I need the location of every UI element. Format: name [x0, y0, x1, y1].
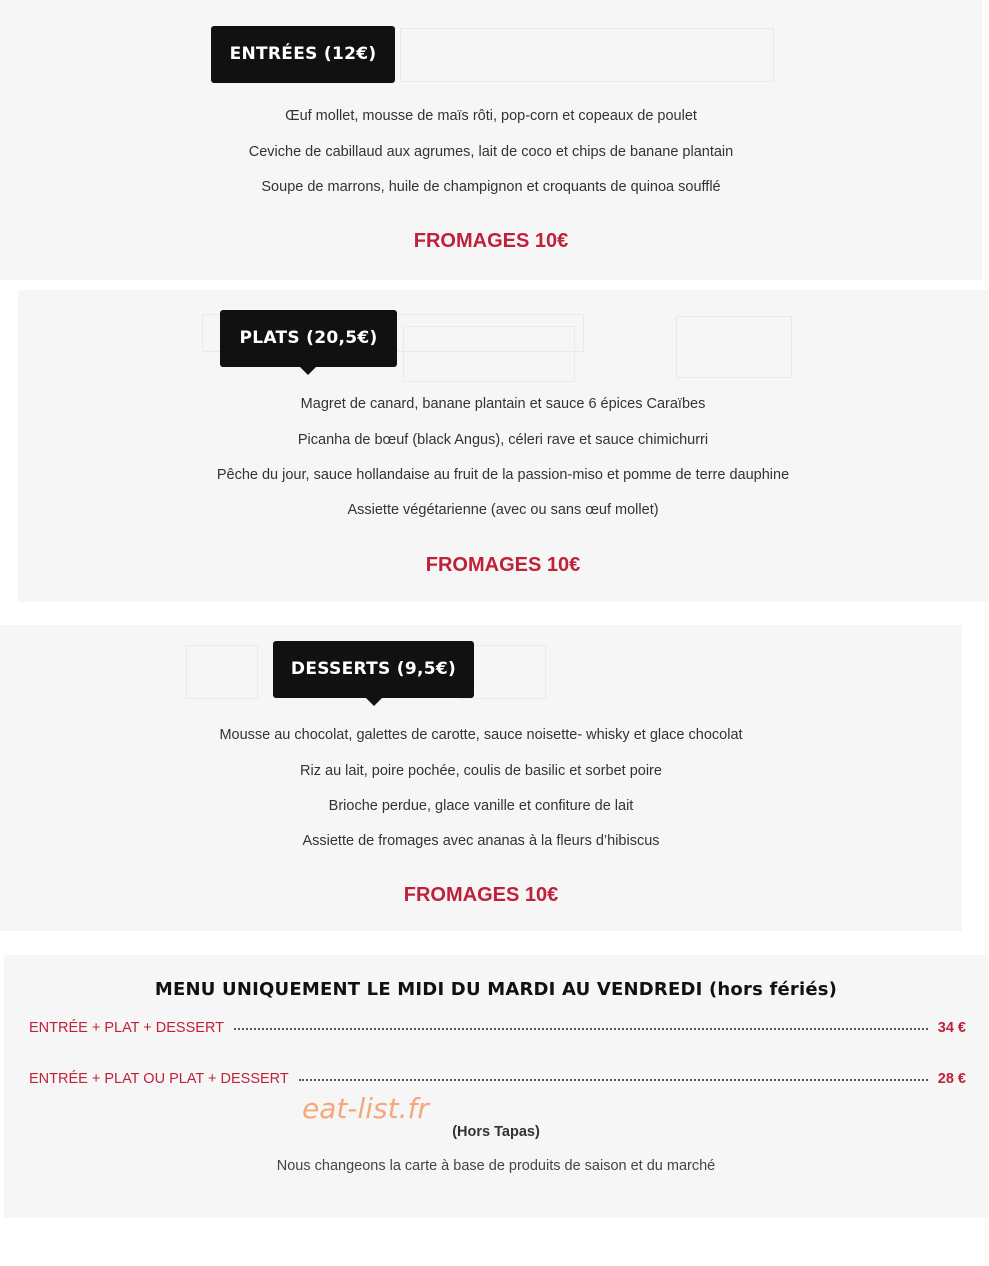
dessert-item: Assiette de fromages avec ananas à la fleurs d’hibiscus: [302, 833, 660, 849]
desserts-fromages-price: FROMAGES 10€: [403, 884, 559, 906]
formula-price: 28 €: [937, 1071, 966, 1087]
tooltip-pointer-icon: [366, 698, 382, 706]
entrees-tag-label: ENTRÉES (12€): [229, 44, 377, 64]
formula-row: [29, 1071, 966, 1087]
plats-tag: [220, 310, 397, 367]
formula-label: ENTRÉE + PLAT + DESSERT: [29, 1020, 225, 1036]
decorative-frame: [186, 645, 258, 699]
dessert-item: Mousse au chocolat, galettes de carotte, sauce noisette- whisky et glace chocolat: [219, 727, 743, 743]
entrees-tag: [211, 26, 395, 83]
plats-tag-label: PLATS (20,5€): [239, 328, 378, 348]
decorative-frame: [403, 326, 575, 382]
formula-label: ENTRÉE + PLAT OU PLAT + DESSERT: [29, 1071, 289, 1087]
hors-tapas-note: (Hors Tapas): [452, 1124, 540, 1140]
watermark: eat-list.fr: [302, 1092, 429, 1125]
plats-fromages-price: FROMAGES 10€: [425, 554, 581, 576]
decorative-frame: [676, 316, 792, 378]
entree-item: Œuf mollet, mousse de maïs rôti, pop-corn et copeaux de poulet: [285, 108, 697, 124]
entrees-section: [0, 0, 982, 280]
dotted-leader: [234, 1028, 928, 1030]
formula-price: 34 €: [937, 1020, 966, 1036]
desserts-tag: [273, 641, 474, 698]
decorative-frame: [400, 28, 774, 82]
seasonal-note: Nous changeons la carte à base de produits de saison et du marché: [276, 1158, 716, 1174]
plats-section: [18, 290, 988, 602]
entree-item: Ceviche de cabillaud aux agrumes, lait de coco et chips de banane plantain: [248, 144, 734, 160]
plat-item: Picanha de bœuf (black Angus), céleri rave et sauce chimichurri: [297, 432, 709, 448]
plat-item: Pêche du jour, sauce hollandaise au fruit de la passion-miso et pomme de terre dauphine: [216, 467, 790, 483]
desserts-tag-label: DESSERTS (9,5€): [290, 659, 457, 679]
dotted-leader: [299, 1079, 928, 1081]
formula-row: [29, 1020, 966, 1036]
desserts-section: [0, 625, 962, 931]
menu-title: MENU UNIQUEMENT LE MIDI DU MARDI AU VENDREDI (hors fériés): [154, 979, 838, 1000]
entree-item: Soupe de marrons, huile de champignon et croquants de quinoa soufflé: [261, 179, 721, 195]
tooltip-pointer-icon: [300, 367, 316, 375]
dessert-item: Brioche perdue, glace vanille et confiture de lait: [328, 798, 634, 814]
menu-midi-section: [4, 955, 988, 1218]
plat-item: Assiette végétarienne (avec ou sans œuf mollet): [347, 502, 659, 518]
entrees-fromages-price: FROMAGES 10€: [413, 230, 569, 252]
dessert-item: Riz au lait, poire pochée, coulis de basilic et sorbet poire: [300, 763, 662, 779]
plat-item: Magret de canard, banane plantain et sauce 6 épices Caraïbes: [300, 396, 706, 412]
